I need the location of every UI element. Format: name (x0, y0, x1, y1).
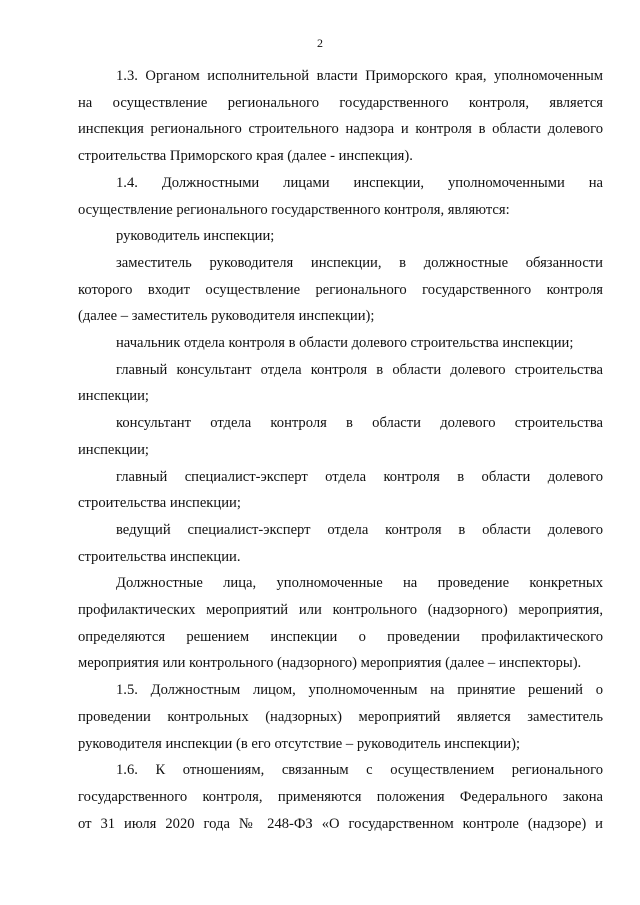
text-line: определяются решением инспекции о проведении профилактического (78, 628, 603, 645)
text-line: начальник отдела контроля в области долевого строительства инспекции; (116, 335, 574, 352)
paragraph-1-5 (78, 677, 603, 757)
text-line: строительства инспекции. (78, 548, 241, 565)
text-line: осуществление регионального государственного контроля, являются: (78, 201, 510, 218)
list-item-main-specialist (78, 464, 603, 517)
text-line: профилактических мероприятий или контрольного (надзорного) мероприятия, (78, 602, 603, 619)
list-item-chief (78, 330, 603, 357)
page-number: 2 (317, 36, 323, 50)
text-line: государственного контроля, применяются положения Федерального закона (78, 788, 603, 805)
text-line: проведении контрольных (надзорных) мероприятий является заместитель (78, 708, 603, 725)
text-line: 1.4. Должностными лицами инспекции, уполномоченными на (116, 174, 603, 191)
text-line: от 31 июля 2020 года № 248-ФЗ «О государственном контроле (надзоре) и (78, 815, 603, 832)
text-line: мероприятия или контрольного (надзорного) мероприятия (далее – инспекторы). (78, 655, 582, 672)
text-line: заместитель руководителя инспекции, в должностные обязанности (116, 254, 603, 271)
text-line: на осуществление регионального государственного контроля, является (78, 94, 603, 111)
text-line: строительства Приморского края (далее - инспекция). (78, 148, 413, 165)
paragraph-1-3 (78, 63, 603, 170)
text-line: 1.5. Должностным лицом, уполномоченным на принятие решений о (116, 682, 603, 699)
paragraph-officials (78, 570, 603, 677)
text-line: руководитель инспекции; (116, 228, 275, 245)
text-line: консультант отдела контроля в области долевого строительства (116, 415, 603, 432)
text-line: которого входит осуществление регионального государственного контроля (78, 281, 603, 298)
paragraph-1-6 (78, 757, 603, 837)
text-line: (далее – заместитель руководителя инспекции); (78, 308, 375, 325)
text-line: главный консультант отдела контроля в области долевого строительства (116, 361, 603, 378)
list-item-consultant (78, 410, 603, 463)
text-line: инспекции; (78, 388, 149, 405)
list-item-head (78, 223, 603, 250)
text-line: 1.6. К отношениям, связанным с осуществлением регионального (116, 762, 603, 779)
document-body (78, 63, 603, 837)
list-item-lead-specialist (78, 517, 603, 570)
list-item-main-consultant (78, 357, 603, 410)
list-item-deputy (78, 250, 603, 330)
paragraph-1-4 (78, 170, 603, 223)
text-line: инспекция регионального строительного надзора и контроля в области долевого (78, 121, 603, 138)
text-line: инспекции; (78, 441, 149, 458)
text-line: руководителя инспекции (в его отсутствие – руководитель инспекции); (78, 735, 521, 752)
text-line: строительства инспекции; (78, 495, 241, 512)
text-line: Должностные лица, уполномоченные на проведение конкретных (116, 575, 603, 592)
text-line: ведущий специалист-эксперт отдела контроля в области долевого (116, 521, 603, 538)
text-line: главный специалист-эксперт отдела контроля в области долевого (116, 468, 603, 485)
text-line: 1.3. Органом исполнительной власти Приморского края, уполномоченным (116, 68, 603, 84)
